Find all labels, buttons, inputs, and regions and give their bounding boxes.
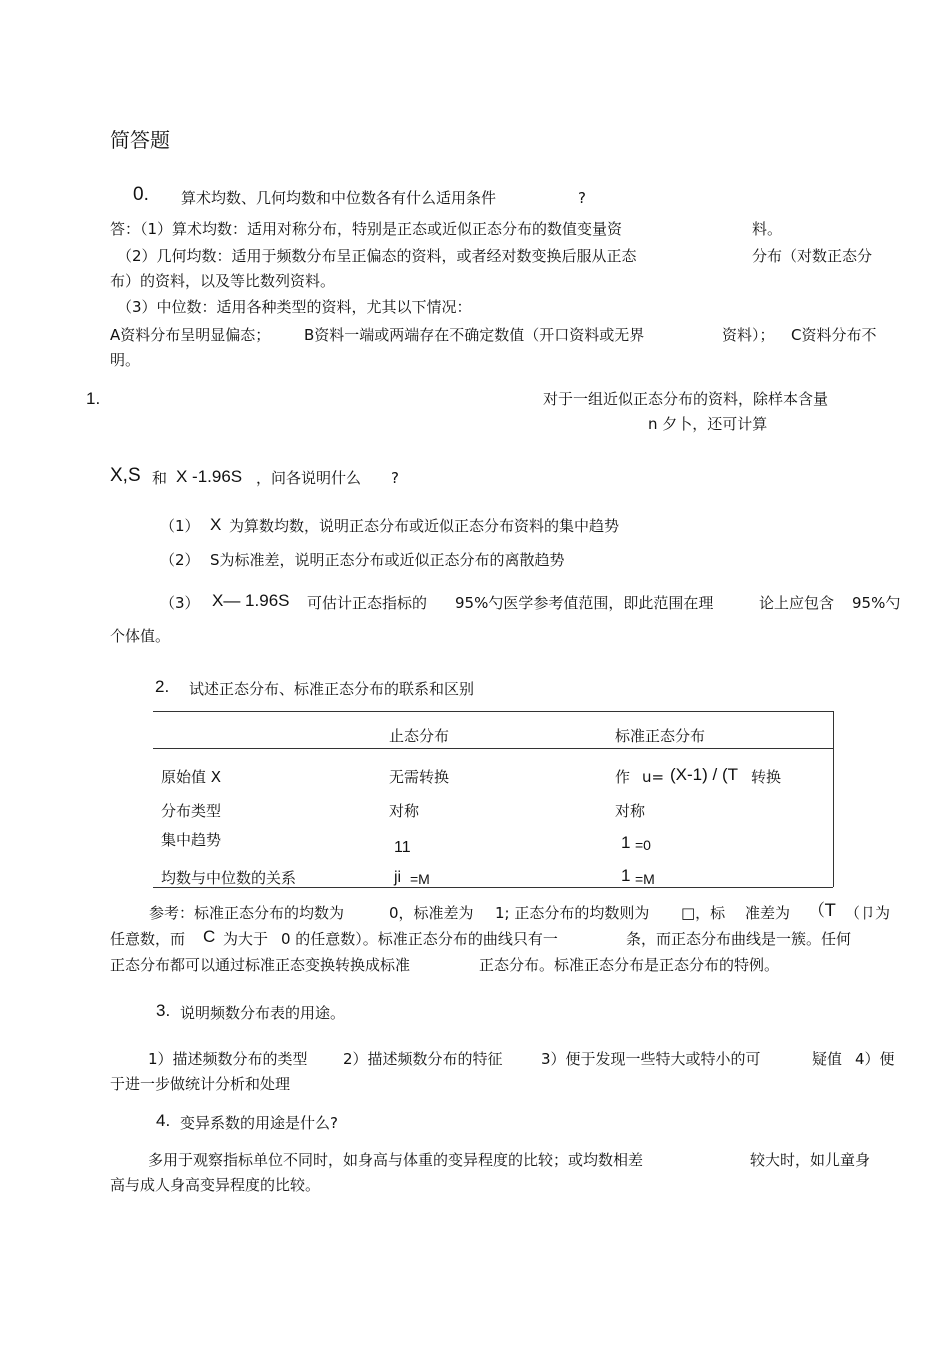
q0-answer-line: C资料分布不 bbox=[791, 326, 877, 344]
q2-reference: 1; 正态分布的均数则为 bbox=[495, 904, 650, 922]
q3-answer: 3）便于发现一些特大或特小的可 bbox=[541, 1050, 761, 1068]
q0-qmark: ? bbox=[578, 189, 586, 207]
q3-answer: 1）描述频数分布的类型 bbox=[148, 1050, 308, 1068]
q1-bullet-text: S为标准差，说明正态分布或近似正态分布的离散趋势 bbox=[210, 551, 565, 569]
q2-reference: 正态分布。标准正态分布是正态分布的特例。 bbox=[479, 956, 780, 974]
q1-bullet-text: 95%勺 bbox=[852, 594, 901, 612]
q2-reference: 参考：标准正态分布的均数为 bbox=[149, 904, 345, 922]
q2-reference: 准差为 bbox=[745, 904, 791, 922]
table-cell: 对称 bbox=[389, 802, 420, 820]
table-cell: 1 bbox=[621, 833, 631, 852]
q2-reference: 任意数，而 bbox=[110, 930, 186, 948]
q0-number: 0. bbox=[133, 184, 149, 205]
section-heading: 简答题 bbox=[110, 128, 170, 152]
q1-symbol: X bbox=[210, 515, 222, 534]
q0-answer-line: A资料分布呈明显偏态； bbox=[110, 326, 271, 344]
q1-question: n 夕卜，还可计算 bbox=[648, 415, 768, 433]
q1-question: ，问各说明什么 bbox=[256, 469, 362, 487]
q3-number: 3. bbox=[156, 1001, 171, 1020]
q0-answer-line: 明。 bbox=[110, 351, 141, 369]
q1-formula: X— 1.96S bbox=[212, 591, 290, 610]
q2-reference: （卩为 bbox=[845, 904, 891, 922]
table-cell: 原始值 X bbox=[161, 768, 222, 786]
q4-answer: 高与成人身高变异程度的比较。 bbox=[110, 1176, 321, 1194]
q2-number: 2. bbox=[155, 677, 170, 696]
table-cell: 无需转换 bbox=[389, 768, 450, 786]
table-cell: 均数与中位数的关系 bbox=[161, 869, 297, 887]
q1-bullet-text: 95%勺医学参考值范围，即此范围在理 bbox=[455, 594, 714, 612]
q0-answer-line: 资料）； bbox=[722, 326, 775, 344]
q3-answer: 于进一步做统计分析和处理 bbox=[110, 1075, 291, 1093]
q2-reference: C bbox=[203, 927, 216, 946]
q2-reference: 0 的任意数）。标准正态分布的曲线只有一 bbox=[281, 930, 558, 948]
q2-reference: □，标 bbox=[681, 904, 726, 922]
q1-bullet-number: （2） bbox=[160, 551, 200, 569]
q3-answer: 2）描述频数分布的特征 bbox=[343, 1050, 503, 1068]
q1-bullet-text: 个体值。 bbox=[110, 627, 171, 645]
q0-answer-line: 料。 bbox=[752, 220, 783, 238]
q3-answer: 4）便 bbox=[855, 1050, 895, 1068]
q1-formula: X -1.96S bbox=[176, 467, 243, 486]
q1-bullet-number: （3） bbox=[160, 594, 200, 612]
q1-qmark: ? bbox=[391, 469, 399, 487]
q2-question: 试述正态分布、标准正态分布的联系和区别 bbox=[189, 680, 475, 698]
table-cell: 分布类型 bbox=[161, 802, 222, 820]
q3-answer: 疑值 bbox=[812, 1050, 843, 1068]
comparison-table bbox=[153, 711, 833, 887]
table-header-rule bbox=[153, 748, 833, 749]
q1-bullet-text: 论上应包含 bbox=[759, 594, 835, 612]
q2-reference: 为大于 bbox=[223, 930, 269, 948]
table-cell: (X-1) / (T bbox=[670, 765, 738, 784]
table-cell: 作 bbox=[615, 768, 631, 786]
q4-answer: 多用于观察指标单位不同时，如身高与体重的变异程度的比较；或均数相差 bbox=[148, 1151, 644, 1169]
q4-answer: 较大时，如儿童身 bbox=[750, 1151, 871, 1169]
q0-answer-line: （3）中位数：适用各种类型的资料，尤其以下情况： bbox=[117, 298, 472, 316]
table-cell: =M bbox=[635, 871, 655, 887]
table-cell: =M bbox=[410, 871, 430, 887]
table-cell: =0 bbox=[635, 837, 651, 853]
q1-question: 和 bbox=[152, 469, 168, 487]
q0-answer-line: 布）的资料，以及等比数列资料。 bbox=[110, 272, 336, 290]
table-cell: 集中趋势 bbox=[161, 831, 222, 849]
q2-reference: （T bbox=[808, 901, 836, 921]
q4-question: 变异系数的用途是什么? bbox=[180, 1114, 338, 1132]
q2-reference: 正态分布都可以通过标准正态变换转换成标准 bbox=[110, 956, 411, 974]
q1-bullet-number: （1） bbox=[160, 517, 200, 535]
q3-question: 说明频数分布表的用途。 bbox=[180, 1004, 346, 1022]
table-cell: u= bbox=[642, 768, 665, 786]
q1-bullet-text: 可估计正态指标的 bbox=[307, 594, 428, 612]
q1-formula: X,S bbox=[110, 465, 141, 486]
table-header-cell: 标准正态分布 bbox=[615, 727, 706, 745]
q0-answer-line: （2）几何均数：适用于频数分布呈正偏态的资料，或者经对数变换后服从正态 bbox=[117, 247, 637, 265]
q2-reference: 0，标准差为 bbox=[389, 904, 474, 922]
q1-bullet-text: 为算数均数，说明正态分布或近似正态分布资料的集中趋势 bbox=[229, 517, 620, 535]
q0-answer-line: 分布（对数正态分 bbox=[752, 247, 873, 265]
q2-reference: 条，而正态分布曲线是一簇。任何 bbox=[626, 930, 852, 948]
table-cell: 11 bbox=[394, 839, 411, 856]
table-top-rule bbox=[153, 711, 833, 712]
q1-number: 1. bbox=[86, 389, 101, 408]
q4-number: 4. bbox=[156, 1111, 171, 1130]
table-header-cell: 止态分布 bbox=[389, 727, 450, 745]
table-right-border bbox=[833, 711, 834, 887]
q1-question: 对于一组近似正态分布的资料，除样本含量 bbox=[543, 390, 829, 408]
q0-answer-line: 答：（1）算术均数：适用对称分布，特别是正态或近似正态分布的数值变量资 bbox=[110, 220, 623, 238]
table-cell: 对称 bbox=[615, 802, 646, 820]
q0-question: 算术均数、几何均数和中位数各有什么适用条件 bbox=[181, 189, 497, 207]
q0-answer-line: B资料一端或两端存在不确定数值（开口资料或无界 bbox=[304, 326, 645, 344]
table-cell: ji bbox=[394, 869, 402, 886]
table-cell: 1 bbox=[621, 866, 631, 885]
table-cell: 转换 bbox=[751, 768, 782, 786]
